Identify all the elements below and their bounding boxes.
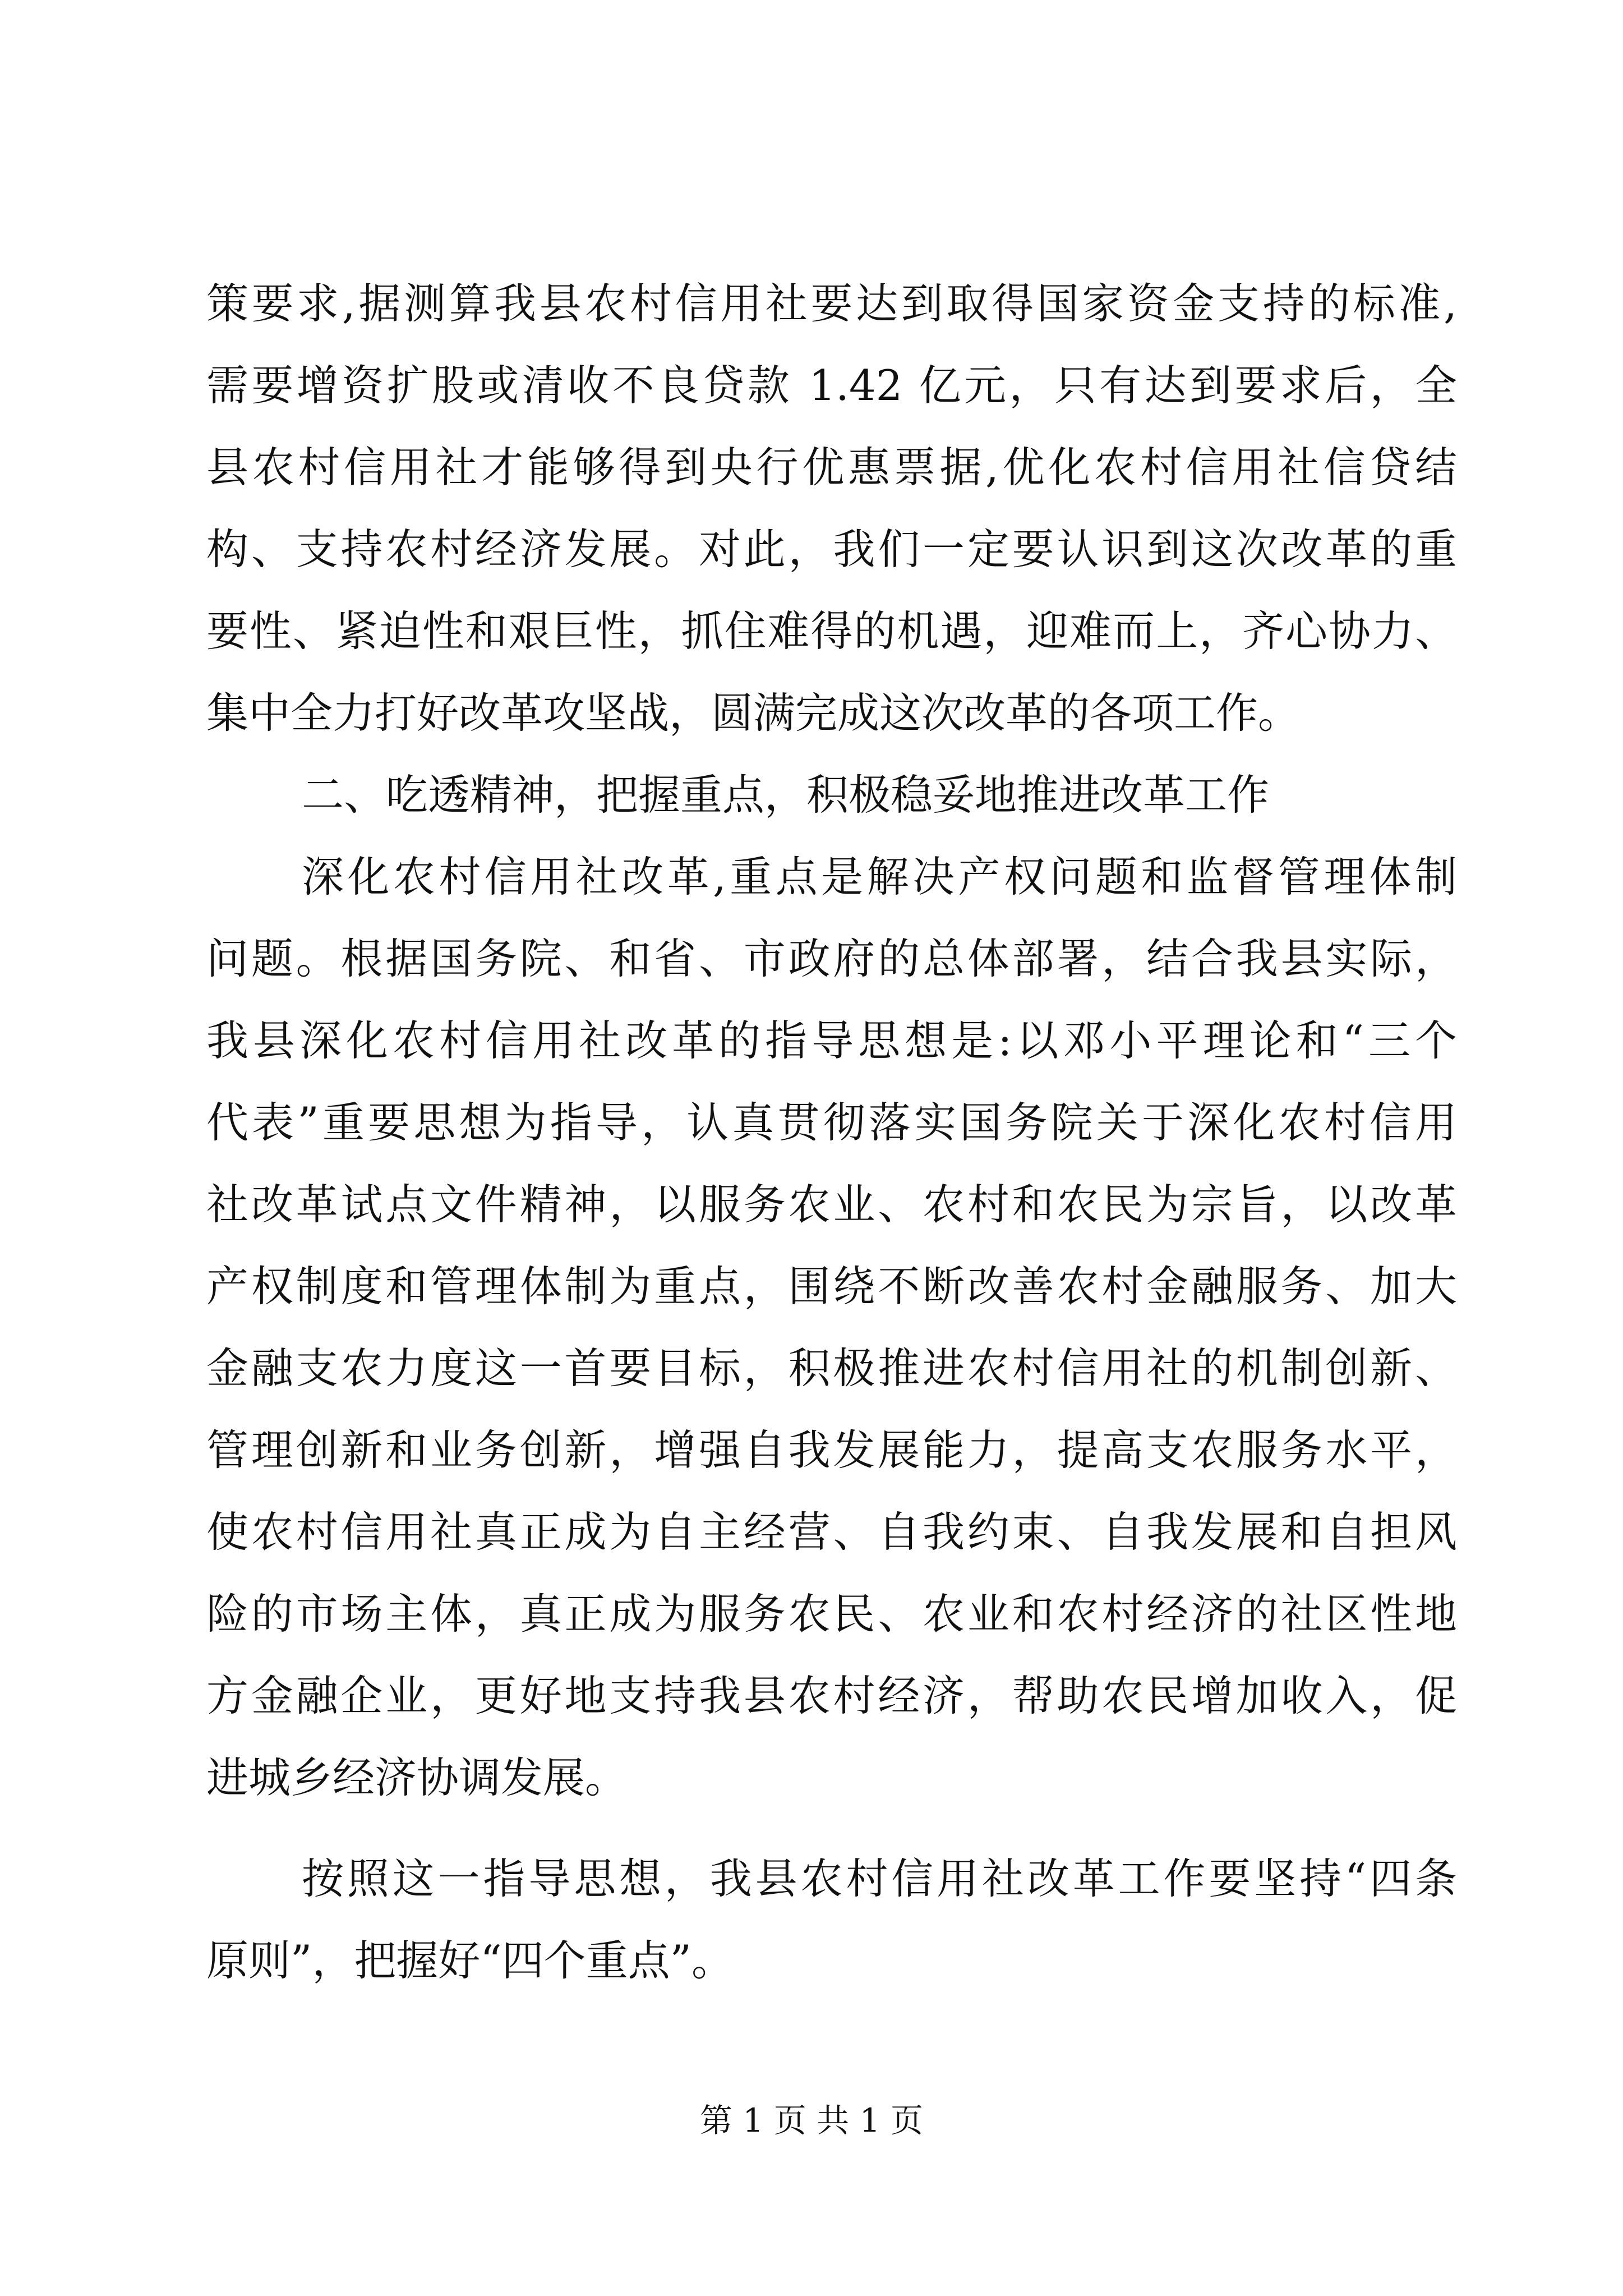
text-line: 代表”重要思想为指导，认真贯彻落实国务院关于深化农村信用 [206, 1098, 1457, 1147]
paragraph [206, 263, 1457, 754]
text-line: 社改革试点文件精神，以服务农业、农村和农民为宗旨，以改革 [206, 1180, 1457, 1229]
text-line: 进城乡经济协调发展。 [206, 1753, 628, 1802]
paragraph [206, 836, 1457, 1819]
paragraph-spacer [206, 1819, 1457, 1838]
text-line: 按照这一指导思想，我县农村信用社改革工作要坚持“四条 [302, 1854, 1457, 1903]
section-heading [206, 754, 1457, 836]
text-line: 我县深化农村信用社改革的指导思想是:以邓小平理论和“三个 [206, 1016, 1457, 1065]
text-line: 管理创新和业务创新，增强自我发展能力，提高支农服务水平， [206, 1425, 1457, 1475]
text-line: 深化农村信用社改革,重点是解决产权问题和监督管理体制 [302, 852, 1457, 901]
text-line: 需要增资扩股或清收不良贷款 1.42 亿元，只有达到要求后，全 [206, 361, 1457, 410]
page-footer [0, 2098, 1623, 2143]
text-line: 要性、紧迫性和艰巨性，抓住难得的机遇，迎难而上，齐心协力、 [206, 606, 1457, 656]
text-line: 方金融企业，更好地支持我县农村经济，帮助农民增加收入，促 [206, 1671, 1457, 1720]
text-line: 县农村信用社才能够得到央行优惠票据,优化农村信用社信贷结 [206, 443, 1457, 492]
text-line: 策要求,据测算我县农村信用社要达到取得国家资金支持的标准, [206, 279, 1457, 328]
heading-text: 二、吃透精神，把握重点，积极稳妥地推进改革工作 [302, 770, 1270, 820]
text-line: 险的市场主体，真正成为服务农民、农业和农村经济的社区性地 [206, 1589, 1457, 1639]
text-line: 使农村信用社真正成为自主经营、自我约束、自我发展和自担风 [206, 1507, 1457, 1557]
document-body [206, 263, 1457, 2001]
paragraph [206, 1838, 1457, 2001]
text-line: 构、支持农村经济发展。对此，我们一定要认识到这次改革的重 [206, 524, 1457, 574]
text-line: 金融支农力度这一首要目标，积极推进农村信用社的机制创新、 [206, 1343, 1457, 1393]
text-line: 产权制度和管理体制为重点，围绕不断改善农村金融服务、加大 [206, 1262, 1457, 1311]
text-line: 问题。根据国务院、和省、市政府的总体部署，结合我县实际， [206, 934, 1457, 983]
page-indicator: 第 1 页 共 1 页 [700, 2101, 923, 2139]
text-line: 原则”，把握好“四个重点”。 [206, 1936, 734, 1985]
text-line: 集中全力打好改革攻坚战，圆满完成这次改革的各项工作。 [206, 688, 1301, 738]
